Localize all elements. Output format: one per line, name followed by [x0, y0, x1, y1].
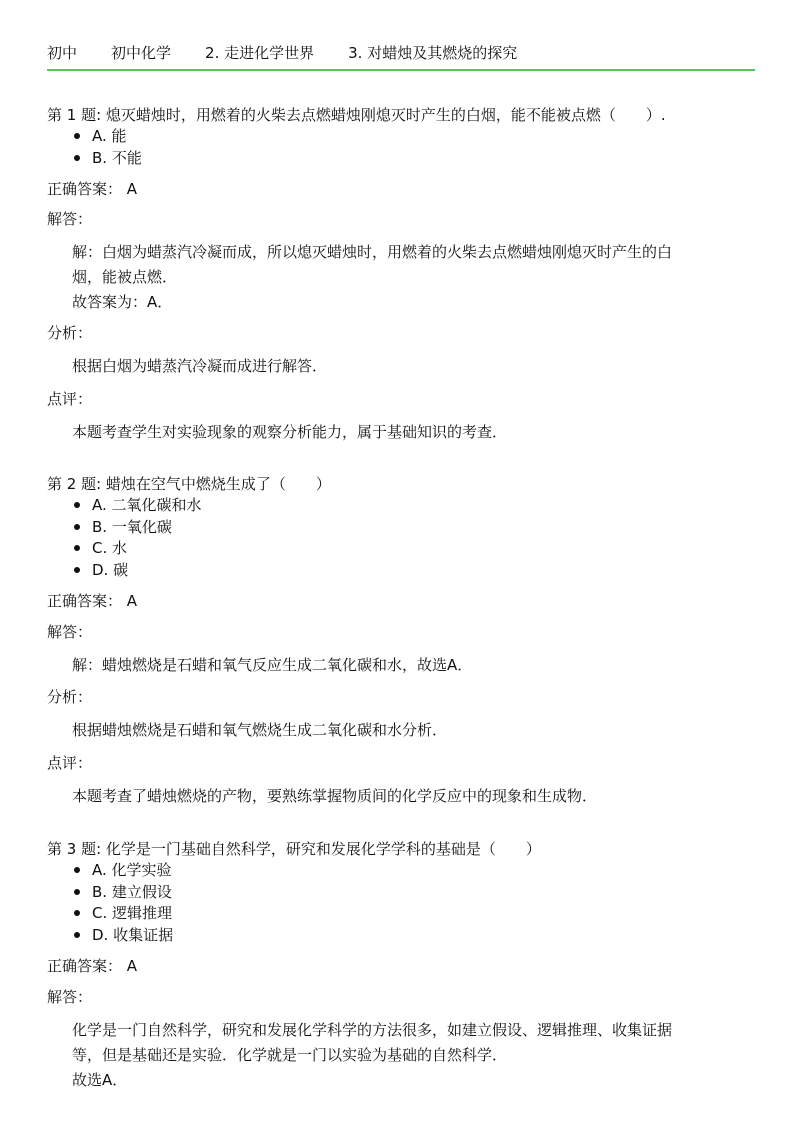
correct-answer: 正确答案： A — [47, 957, 138, 975]
solution-line: 化学是一门自然科学，研究和发展化学科学的方法很多，如建立假设、逻辑推理、收集证据 — [72, 1021, 673, 1039]
question-stem: 第 2 题: 蜡烛在空气中燃烧生成了（ ） — [47, 475, 331, 493]
bullet-icon — [74, 889, 80, 895]
option-label: A. 化学实验 — [92, 861, 172, 879]
solution-text — [72, 1018, 752, 1093]
breadcrumb-item[interactable]: 2. 走进化学世界 — [205, 43, 315, 62]
option-item — [74, 902, 172, 924]
analysis-text: 根据蜡烛燃烧是石蜡和氧气燃烧生成二氧化碳和水分析． — [72, 721, 448, 739]
option-label: A. 二氧化碳和水 — [92, 496, 202, 514]
correct-answer: 正确答案： A — [47, 180, 138, 198]
option-item — [74, 516, 172, 538]
breadcrumb-item[interactable]: 初中 — [47, 43, 78, 62]
question-stem: 第 3 题: 化学是一门基础自然科学，研究和发展化学学科的基础是（ ） — [47, 840, 541, 858]
bullet-icon — [74, 524, 80, 530]
option-label: A. 能 — [92, 127, 127, 145]
option-item — [74, 881, 172, 903]
solution-label: 解答： — [47, 623, 93, 641]
option-item — [74, 494, 202, 516]
option-label: C. 水 — [92, 539, 128, 557]
option-item — [74, 537, 127, 559]
bullet-icon — [74, 155, 80, 161]
bullet-icon — [74, 867, 80, 873]
solution-line: 等，但是基础还是实验．化学就是一门以实验为基础的自然科学． — [72, 1046, 508, 1064]
bullet-icon — [74, 502, 80, 508]
breadcrumb — [47, 40, 517, 64]
breadcrumb-item[interactable]: 3. 对蜡烛及其燃烧的探究 — [348, 43, 518, 62]
bullet-icon — [74, 932, 80, 938]
question-stem: 第 1 题: 熄灭蜡烛时，用燃着的火柴去点燃蜡烛刚熄灭时产生的白烟，能不能被点燃（ ）. — [47, 106, 666, 124]
header-divider — [47, 69, 755, 71]
analysis-label: 分析： — [47, 688, 93, 706]
solution-label: 解答： — [47, 988, 93, 1006]
option-item — [74, 559, 128, 581]
solution-text: 解：蜡烛燃烧是石蜡和氧气反应生成二氧化碳和水，故选A． — [72, 656, 473, 674]
bullet-icon — [74, 133, 80, 139]
bullet-icon — [74, 567, 80, 573]
solution-label: 解答： — [47, 210, 93, 228]
analysis-text: 根据白烟为蜡蒸汽冷凝而成进行解答． — [72, 357, 328, 375]
solution-text — [72, 240, 752, 315]
option-label: D. 碳 — [92, 561, 129, 579]
comment-text: 本题考查了蜡烛燃烧的产物，要熟练掌握物质间的化学反应中的现象和生成物． — [72, 787, 598, 805]
option-item — [74, 859, 172, 881]
option-label: C. 逻辑推理 — [92, 904, 173, 922]
solution-line: 解：白烟为蜡蒸汽冷凝而成，所以熄灭蜡烛时，用燃着的火柴去点燃蜡烛刚熄灭时产生的白 — [72, 243, 673, 261]
correct-answer: 正确答案： A — [47, 592, 138, 610]
option-item — [74, 147, 142, 169]
option-item — [74, 924, 173, 946]
solution-line: 烟，能被点燃． — [72, 268, 178, 286]
solution-line: 故答案为：A． — [72, 293, 173, 311]
option-label: B. 一氧化碳 — [92, 518, 172, 536]
option-label: B. 不能 — [92, 149, 142, 167]
option-label: D. 收集证据 — [92, 926, 174, 944]
breadcrumb-item[interactable]: 初中化学 — [111, 43, 172, 62]
bullet-icon — [74, 910, 80, 916]
bullet-icon — [74, 545, 80, 551]
comment-text: 本题考查学生对实验现象的观察分析能力，属于基础知识的考查． — [72, 423, 508, 441]
solution-line: 故选A． — [72, 1071, 128, 1089]
comment-label: 点评： — [47, 390, 93, 408]
comment-label: 点评： — [47, 754, 93, 772]
analysis-label: 分析： — [47, 324, 93, 342]
option-item — [74, 125, 127, 147]
option-label: B. 建立假设 — [92, 883, 172, 901]
